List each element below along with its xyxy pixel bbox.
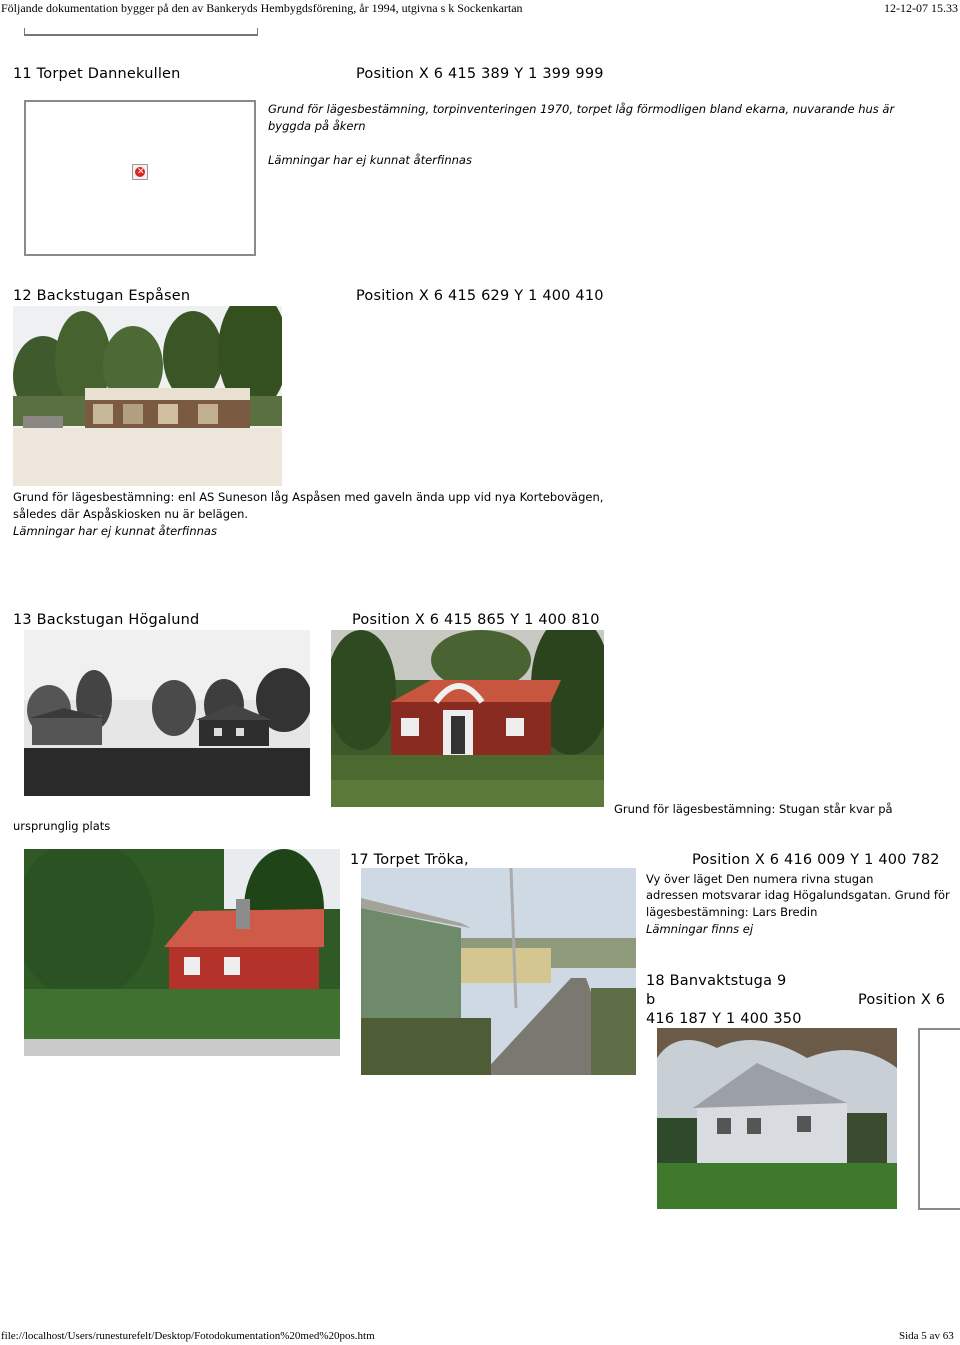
entry-13-basis: Grund för lägesbestämning: Stugan står kvar på [614, 802, 893, 816]
entry-17-title: 17 Torpet Tröka, [350, 852, 469, 868]
entry-13-position: Position X 6 415 865 Y 1 400 810 [352, 612, 600, 628]
entry-18-title-line1: 18 Banvaktstuga 9 [646, 973, 787, 989]
entry-12-basis-line2: således där Aspåskiosken nu är belägen. [13, 507, 249, 521]
entry-12-remains: Lämningar har ej kunnat återfinnas [13, 524, 217, 538]
entry-17-remains: Lämningar finns ej [646, 922, 754, 936]
document-header-title: Följande dokumentation bygger på den av Bankeryds Hembygdsförening, år 1994, utgivna s k Sockenkartan [1, 1, 523, 15]
entry-11-basis: Grund för lägesbestämning, torpinventeringen 1970, torpet låg förmodligen bland ekarna, nuvarande hus är byggda på åkern [268, 102, 895, 133]
previous-image-frame-edge [24, 28, 258, 36]
entry-12-basis-line1: Grund för lägesbestämning: enl AS Suneson låg Aspåsen med gaveln ända upp vid nya Kortebovägen, [13, 490, 604, 504]
entry-18-title-line2: b [646, 992, 656, 1008]
entry-18-position-part2: 416 187 Y 1 400 350 [646, 1011, 802, 1027]
entry-17-text-line1: Vy över läget Den numera rivna stugan [646, 872, 874, 886]
broken-image-icon: ✕ [132, 164, 148, 180]
header-datetime: 12-12-07 15.33 [884, 1, 958, 15]
entry-11-position: Position X 6 415 389 Y 1 399 999 [356, 66, 604, 82]
footer-page-number: Sida 5 av 63 [899, 1330, 954, 1342]
cut-off-image-frame [918, 1028, 960, 1210]
entry-17-position: Position X 6 416 009 Y 1 400 782 [692, 852, 940, 868]
red-cottage-photo [24, 849, 340, 1056]
footer-file-path: file://localhost/Users/runesturefelt/Desktop/Fotodokumentation%20med%20pos.htm [1, 1330, 375, 1342]
entry-17-text-line3: lägesbestämning: Lars Bredin [646, 905, 818, 919]
kiosk-photo [13, 306, 282, 486]
entry-18-position-part1: Position X 6 [858, 992, 946, 1008]
entry-11-title: 11 Torpet Dannekullen [13, 66, 181, 82]
road-view-photo [361, 868, 636, 1075]
red-house-photo [331, 630, 604, 807]
entry-11-remains: Lämningar har ej kunnat återfinnas [268, 153, 472, 167]
entry-13-caption-left: ursprunglig plats [13, 819, 111, 833]
entry-13-title: 13 Backstugan Högalund [13, 612, 200, 628]
entry-17-text-line2: adressen motsvarar idag Högalundsgatan. Grund för [646, 888, 950, 902]
broken-image-placeholder [24, 100, 256, 256]
entry-12-title: 12 Backstugan Espåsen [13, 288, 191, 304]
entry-12-position: Position X 6 415 629 Y 1 400 410 [356, 288, 604, 304]
white-house-photo [657, 1028, 897, 1209]
black-and-white-cottage-photo [24, 630, 310, 796]
